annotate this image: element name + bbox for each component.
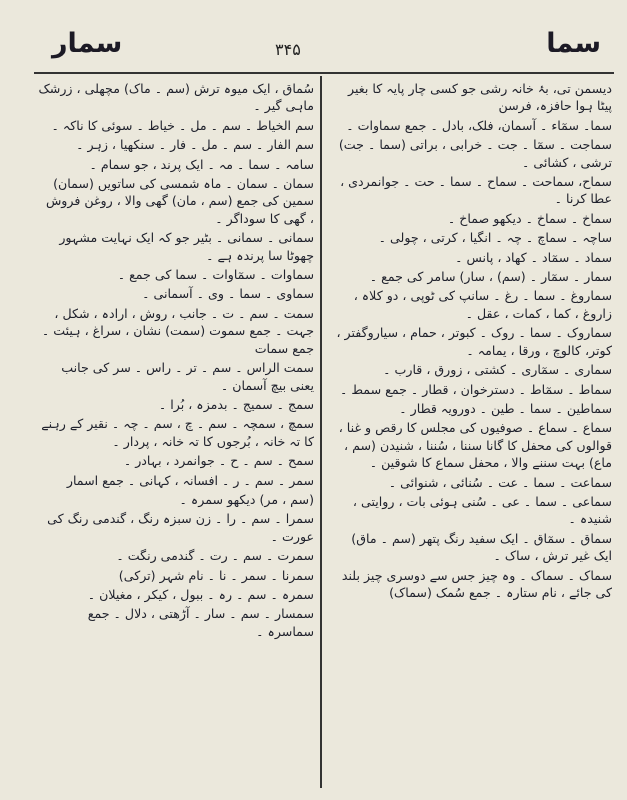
header-right-word: سما (546, 28, 601, 59)
entry: سمرا ۔ سم ۔ را ۔ زن سبزہ رنگ ، گندمی رنگ کی عورت ۔ (47, 511, 314, 544)
entry: دیسمن تی، بۂ خانہ رشی جو کسی چار پایہ کا بغیر پیٹا ہوا حافزہ، فرسن (348, 81, 612, 114)
entry: سماعی ۔ سما ۔ عی ۔ سُنی ہوئی بات ، روایتی ، شنیدہ ۔ (352, 493, 612, 527)
entry: سمرت ۔ سم ۔ رت ۔ گندمی رنگت ۔ (116, 548, 314, 564)
entry: سماروک ۔ سما ۔ روک ۔ کبوتر ، حمام ، سیاروگفتر ، کوتر، کالوچ ، ورقا ، یمامہ ۔ (336, 325, 612, 358)
entry: سماوی ۔ سما ۔ وی ۔ آسمانی ۔ (142, 286, 314, 302)
entry: سماروغ ۔ سما ۔ رغ ۔ سانپ کی ٹوپی ، دو کلاہ ، زاروغ ، کما ، کمات ، عقل ۔ (353, 288, 612, 321)
entry: سمح ۔ سم ۔ ح ۔ جوانمرد ، بہادر ۔ (123, 453, 314, 469)
header-rule (34, 72, 614, 74)
page-number: ۳۴۵ (275, 40, 301, 59)
entry: سمسار ۔ سم ۔ سار ۔ آڑھتی ، دلال ۔ جمع سماسرہ ۔ (87, 606, 314, 639)
entry: سُماق ، ایک میوہ ترش (سم ۔ ماک) مچھلی ، زرشک ماہی گیر ۔ (38, 81, 314, 114)
entry: سماق ۔ سمٓاق ۔ ایک سفید رنگ پتھر (سم ۔ ماق) ایک غیر ترش ، ساک ۔ (351, 530, 612, 564)
entry: سماوات ۔ سمٓاوات ۔ سما کی جمع ۔ (117, 267, 314, 283)
entry: سم الفار ۔ سم ۔ مل ۔ فار ۔ سنکھیا ، زہر ۔ (76, 137, 314, 153)
column-divider (320, 76, 322, 788)
left-column (38, 80, 314, 642)
entry: سماط ۔ سمٓاط ۔ دسترخوان ، قطار ۔ جمع سمط ۔ (339, 381, 612, 397)
entry: سماح، سماحت ۔ سماح ۔ سما ۔ حت ۔ جوانمردی ، عطا کرنا ۔ (340, 174, 612, 207)
entry: سماطین ۔ سما ۔ طین ۔ دورویہ قطار ۔ (399, 400, 612, 416)
entry: سماعت ۔ سما ۔ عت ۔ سُنائی ، شنوائی ۔ (388, 474, 612, 490)
entry: سماخ ۔ سماخ ۔ دیکھو صماخ ۔ (447, 210, 612, 226)
entry: سمت الراس ۔ سم ۔ تر ۔ راس ۔ سر کی جانب یعنی بیچ آسمان ۔ (61, 360, 314, 393)
entry: سماجت ۔ سمٓا ۔ جت ۔ خرابی ، براتی (سما ۔ جت) ترشی ، کشائی ۔ (338, 137, 612, 170)
header-left-word: سمار (52, 28, 123, 59)
entry: سماری ۔ سمٓاری ۔ کشتی ، زورق ، قارب ۔ (383, 362, 612, 378)
entry: سمان ۔ سمان ۔ ماہ شمسی کی ساتویں (سمان) سمین کی جمع (سم ، مان) گھی والا ، روغن فروش ، گھی کا سوداگر ۔ (45, 176, 314, 226)
entry: سماد ۔ سمٓاد ۔ کھاد ، پانس ۔ (455, 249, 612, 265)
entry: سما۔ سمٓاء ۔ آسمان، فلک، بادل ۔ جمع سماوات ۔ (346, 117, 612, 133)
entry: سامہ ۔ سما ۔ مہ ۔ ایک پرند ، جو سمام ۔ (89, 156, 314, 172)
entry: سمار ۔ سمٓار ۔ (سم) ، سار) سامر کی جمع ۔ (369, 269, 612, 285)
entry: سمج ۔ سمیج ۔ بدمزہ ، بُرا ۔ (158, 396, 314, 412)
entry: سماک ۔ سماک ۔ وہ چیز جس سے دوسری چیز بلند کی جائے ، نام ستارہ ۔ جمع سُمک (سماک) (341, 567, 612, 600)
entry: سمچ ، سمچہ ۔ سم ۔ چ ، سم ۔ چہ ۔ نقیر کے رہنے کا تہ خانہ ، بُرجوں کا تہ خانہ ، پردار ۔ (41, 416, 314, 449)
entry: سمت ۔ سم ۔ ت ۔ جانب ، روش ، ارادہ ، شکل ، جہت ۔ جمع سموت (سمت) نشان ، سراغ ، ہیئت ۔ جمع سمات (41, 305, 314, 356)
entry: سمر ۔ سم ۔ ر ۔ افسانہ ، کہانی ۔ جمع اسمار (66, 472, 314, 488)
entry: سمانی ۔ سمانی ۔ بٹیر جو کہ ایک نہایت مشہور چھوٹا سا پرندہ ہے ۔ (59, 230, 314, 263)
entry: سم الخیاط ۔ سم ۔ مل ۔ خیاط ۔ سوئی کا ناکہ ۔ (51, 117, 314, 133)
entry: (سم ، مر) دیکھو سمرہ ۔ (179, 491, 314, 507)
entry: ساچہ ۔ سماچ ۔ چہ ۔ انگیا ، کرتی ، چولی ۔ (378, 230, 612, 246)
entry: سمرنا ۔ سمر ۔ نا ۔ نام شہر (ترکی) (118, 567, 314, 583)
right-column (330, 80, 612, 603)
entry: سمرہ ۔ سم ۔ رہ ۔ ببول ، کیکر ، مغیلان ۔ (87, 586, 314, 602)
entry: سماع ۔ سماع ۔ صوفیوں کی مجلس کا رقص و غنا ، قوالوں کی محفل کا گانا سننا ، سُننا ، شنیدن (سم ، ماع) بہت سننے والا ، محفل سماع کا شوقین ۔ (338, 420, 612, 471)
